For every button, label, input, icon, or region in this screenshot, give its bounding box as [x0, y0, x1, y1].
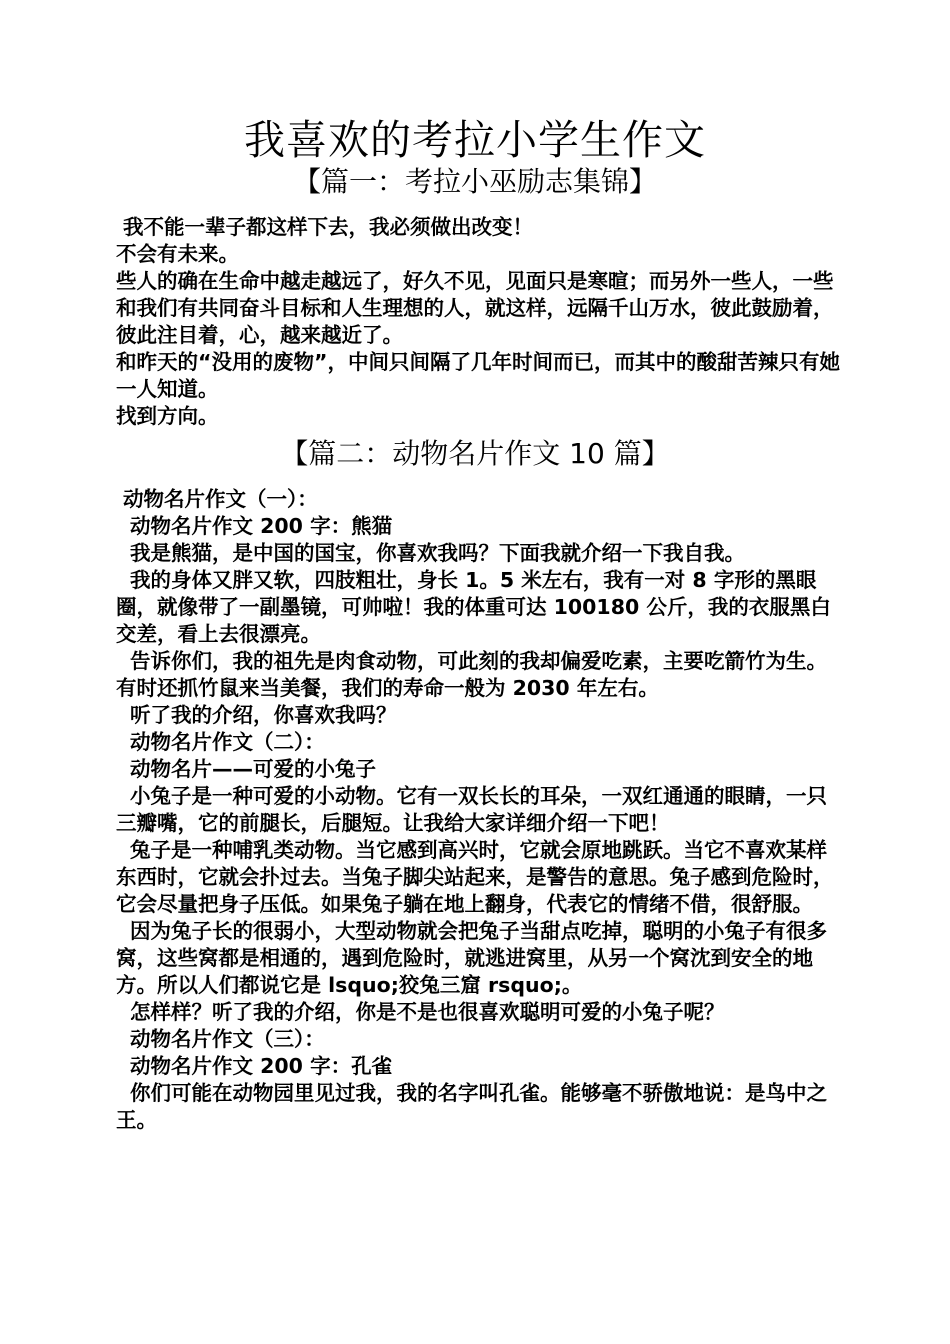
paragraph: 动物名片作文（二）： — [130, 730, 325, 754]
paragraph: 动物名片作文（一）： — [123, 487, 318, 511]
paragraph: 听了我的介绍，你喜欢我吗？ — [130, 703, 397, 727]
paragraph: 动物名片——可爱的小兔子 — [130, 757, 376, 781]
paragraph: 我的身体又胖又软，四肢粗壮，身长 1。5 米左右，我有一对 8 字形的黑眼圈，就像带了一副墨镜，可帅啦！我的体重可达 100180 公斤，我的衣服黑白交差，看上去很漂亮。 — [116, 568, 831, 646]
document-title: 我喜欢的考拉小学生作文 — [244, 116, 706, 164]
paragraph: 不会有未来。 — [116, 242, 239, 266]
paragraph: 小兔子是一种可爱的小动物。它有一双长长的耳朵，一双红通通的眼睛，一只三瓣嘴，它的前腿长，后腿短。让我给大家详细介绍一下吧！ — [116, 784, 827, 835]
paragraph: 动物名片作文 200 字：孔雀 — [130, 1054, 393, 1078]
paragraph: 动物名片作文（三）： — [130, 1027, 325, 1051]
paragraph: 动物名片作文 200 字：熊猫 — [130, 514, 393, 538]
paragraph: 我是熊猫，是中国的国宝，你喜欢我吗？下面我就介绍一下我自我。 — [130, 541, 745, 565]
paragraph: 告诉你们，我的祖先是肉食动物，可此刻的我却偏爱吃素，主要吃箭竹为生。有时还抓竹鼠来当美餐，我们的寿命一般为 2030 年左右。 — [116, 649, 827, 700]
section-2-heading: 【篇二：动物名片作文 10 篇】 — [280, 437, 670, 470]
paragraph: 你们可能在动物园里见过我，我的名字叫孔雀。能够毫不骄傲地说：是鸟中之王。 — [116, 1081, 827, 1132]
paragraph: 我不能一辈子都这样下去，我必须做出改变！ — [123, 215, 533, 239]
paragraph: 和昨天的“没用的废物”，中间只间隔了几年时间而已，而其中的酸甜苦辣只有她一人知道。 — [116, 350, 840, 401]
section-1-body — [116, 214, 844, 430]
paragraph: 找到方向。 — [116, 404, 219, 428]
paragraph: 些人的确在生命中越走越远了，好久不见，见面只是寒暄；而另外一些人，一些和我们有共同奋斗目标和人生理想的人，就这样，远隔千山万水，彼此鼓励着，彼此注目着，心，越来越近了。 — [116, 269, 834, 347]
paragraph: 兔子是一种哺乳类动物。当它感到高兴时，它就会原地跳跃。当它不喜欢某样东西时，它就会扑过去。当兔子脚尖站起来，是警告的意思。兔子感到危险时，它会尽量把身子压低。如果兔子躺在地上翻身，代表它的情绪不借，很舒服。 — [116, 838, 834, 916]
paragraph: 因为兔子长的很弱小，大型动物就会把兔子当甜点吃掉，聪明的小兔子有很多窝，这些窝都是相通的，遇到危险时，就逃进窝里，从另一个窝沈到安全的地方。所以人们都说它是 lsquo;狡兔三窟 rsquo;。 — [116, 919, 827, 997]
section-1-heading: 【篇一：考拉小巫励志集锦】 — [292, 165, 657, 198]
paragraph: 怎样样？听了我的介绍，你是不是也很喜欢聪明可爱的小兔子呢？ — [130, 1000, 725, 1024]
section-2-body — [116, 486, 844, 1134]
